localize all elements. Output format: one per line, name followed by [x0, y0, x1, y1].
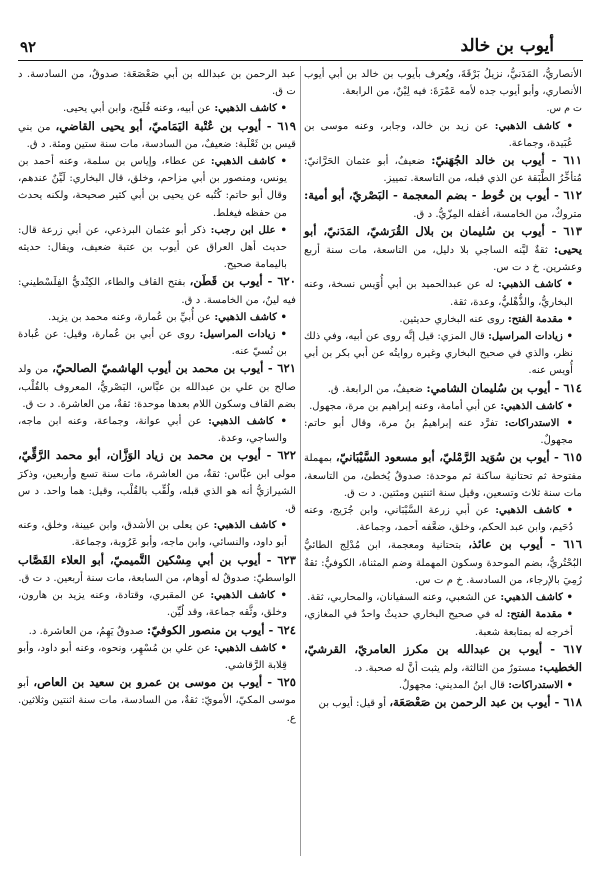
entry-text: من ولد صالح بن علي بن عبدالله بن عبَّاس، البَصْريُّ، المعروف بالقُلْب، بضم القاف وسكون اللام بعدها موحدة: ثقةٌ، من العاشرة. د ت ق.	[18, 364, 296, 410]
entry-heading: ٦٢٥ - أيوب بن موسى بن عمرو بن سعيد بن العاص،	[33, 675, 296, 690]
sub-note	[18, 326, 296, 360]
sub-note-text: عن أبي أمامة، وعنه إبراهيم بن مرة، مجهول.	[309, 400, 498, 412]
sub-note-text: عن أبيه، وعنه فُلَيح، وابن أبي يحيى.	[62, 103, 212, 115]
entry-text: متروكٌ، من الخامسة، أغفله المِزّيُّ. د ق.	[413, 208, 582, 220]
sub-note	[18, 100, 296, 117]
sub-note-label: • كاشف الذهبي:	[214, 102, 287, 115]
sub-note	[18, 517, 296, 551]
sub-note	[18, 222, 296, 274]
entry-text: ضعيفٌ، من الرابعة. ق.	[327, 383, 424, 395]
sub-note	[18, 640, 296, 674]
sub-note-label: • كاشف الذهبي:	[498, 278, 573, 291]
sub-note-label: • مقدمة الفتح:	[508, 312, 573, 325]
sub-note-label: • كاشف الذهبي:	[214, 310, 287, 323]
sub-note-text: له في صحيح البخاري حديثٌ واحدٌ في المغازي، أخرجه له بمتابعة شعبة.	[304, 609, 573, 638]
sub-note-label: • كاشف الذهبي:	[210, 589, 287, 602]
entry-text: بفتح القاف والطاء، الكِنْديُّ الفِلَسْطيني: فيه لينٌ، من الخامسة. د ق.	[18, 277, 296, 306]
entry	[18, 447, 296, 517]
continued-text: الأنصاريُّ، المَدَنيُّ، نزيلُ بَرْقَةَ، ويُعرف بأيوب بن خالد بن أبي أيوب الأنصاري، وأبو أيوب جده لأمه عَمْرَةَ: فيه لِيْنٌ، من الرابعة.	[304, 69, 582, 98]
sub-note	[18, 153, 296, 222]
entry-text: ضعيفٌ، أبو عثمان الحَرَّانيّ: مُتأخِّرُ الطَّبَقة عن الذي قبله، من التاسعة. تمييز.	[304, 156, 582, 185]
sub-note-label: • زيادات المراسيل:	[488, 330, 573, 343]
sub-note	[304, 311, 582, 328]
sub-note-label: • زيادات المراسيل:	[199, 328, 287, 341]
sub-note	[304, 502, 582, 536]
sub-note-label: • كاشف الذهبي:	[500, 591, 573, 604]
sub-note-text: عن الشعبي، وعنه السفيانان، والمحاربي، ثقة.	[307, 592, 498, 604]
entry	[18, 360, 296, 413]
entry	[18, 622, 296, 640]
sub-note-label: • كاشف الذهبي:	[214, 641, 287, 654]
sub-note-text: قال المزي: قيل إنَّه روى عن أبيه، وفي ذلك نظر، والذي في صحيح البخاري وغيره روايتُه عن أبي بكر بن أبي أُويس عنه.	[304, 331, 573, 377]
sub-note-label: • كاشف الذهبي:	[500, 399, 573, 412]
sub-note-label: • مقدمة الفتح:	[506, 608, 573, 621]
entry-text: بتحتانية ومعجمة، ابن مُدْلِج الطائيُّ البُحْتُريُّ، بضم الموحدة وسكون المهملة وضم المثناة، الكوفيُّ: ثقةٌ رُمِيَ بالإرجاء، من السادسة. خ م ت س.	[304, 540, 582, 586]
left-column	[18, 66, 296, 727]
sub-note	[304, 276, 582, 310]
sub-note-text: قال ابنُ المديني: مجهولٌ.	[398, 680, 506, 692]
sub-note	[304, 606, 582, 640]
sub-note	[304, 398, 582, 415]
entry-text: الواسطيّ: صدوقٌ له أوهام، من السابعة، مات سنة أربعين. د ت ق.	[18, 572, 296, 584]
sub-note-text: عن أبي زرعة السَّيْبَاني، وابن جُرَيج، وعنه دُحَيم، وابن عبد الحكم، وخلق، ضعَّفه أحمد، وجماعة.	[304, 505, 573, 534]
entry-heading: ٦٢٤ - أيوب بن منصور الكوفيّ:	[146, 622, 296, 637]
sub-note	[304, 415, 582, 449]
entry-heading: ٦١٥ - أيوب بن سُوَيد الرَّمْليّ، أبو مسعود السَّيْبَانيّ،	[335, 450, 582, 465]
entry-text: مولى ابن عبَّاس: ثقةٌ، من العاشرة، مات سنة تسع وأربعين، وذكرَ الشيرازيُّ أنه هو الذي قبله، ولُقِّب بالقُلْب، وقيل: هما واحد. د س ق.	[18, 468, 296, 515]
entry-text: بمهملة مفتوحة ثم تحتانية ساكنة ثم موحدة: صدوقٌ يُخطئ، من التاسعة، مات سنة ثلاث وتسعين، وقيل سنة اثنتين ومئتين. د ت ق.	[304, 453, 582, 499]
sub-note-text: عن علي بن مُسْهِر، ونحوه، وعنه أبو داود، وأبو قِلابة الرَّقاشي.	[18, 642, 287, 671]
sub-note-text: عن المقبري، وقتادة، وعنه يزيد بن هارون، وخلق، وثَّقه جماعة، وقد لُيِّن.	[18, 590, 287, 619]
entry-text: مستورٌ من الثالثة، ولم يثبت أنَّ له صحبة. د.	[354, 662, 536, 674]
entry-text: من بني قيس بن ثَعْلَبة: ضعيفٌ، من السادسة، مات سنة ستين ومئة. د ق.	[18, 121, 296, 150]
entry-heading: ٦١٧ - أيوب بن عبدالله بن مكرز العامريّ، القرشيّ، الخطيب:	[304, 641, 582, 674]
entry	[304, 641, 582, 677]
page-number: ٩٢	[20, 38, 37, 56]
entry-heading: ٦١٣ - أيوب بن سُليمان بن بلال القُرَشيّ، المَدَنيّ، أبو يحيى:	[304, 223, 582, 257]
sub-note-label: • كاشف الذهبي:	[494, 119, 573, 132]
sub-note	[304, 589, 582, 606]
entry-text: ثقةٌ ليَّنه الساجي بلا دليل، من التاسعة، مات سنة أربع وعشرين. خ د ت س.	[304, 245, 582, 274]
sub-note-text: روى عنه البخاري حديثين.	[399, 313, 505, 325]
entry	[304, 380, 582, 398]
entry-text: أو قيل: أيوب بن	[318, 698, 387, 710]
sub-note-text: عن زيد بن خالد، وجابر، وعنه موسى بن عُبَيدة، وجماعة.	[304, 120, 573, 149]
sub-note	[304, 677, 582, 694]
sub-note-text: تفرَّد عنه إبراهيمُ بنُ مرة، وقال أبو حاتم: مجهولٌ.	[304, 418, 573, 447]
sub-note-label: • علل ابن رجب:	[210, 223, 287, 236]
sub-note-label: • كاشف الذهبي:	[495, 504, 573, 517]
entry-heading: ٦١٢ - أيوب بن خُوط - بضم المعجمة - البَصْريّ، أبو أمية:	[304, 188, 582, 203]
sub-note-text: عن أبي عوانة، وجماعة، وعنه ابن ماجه، والساجي، وعدة.	[18, 416, 287, 445]
running-title: أيوب بن خالد	[460, 36, 554, 56]
sub-note-label: • كاشف الذهبي:	[213, 519, 287, 532]
entry-text: صدوقٌ يَهِمُ، من العاشرة. د.	[28, 625, 144, 637]
entry	[18, 118, 296, 153]
sub-note-label: • كاشف الذهبي:	[208, 415, 287, 428]
column-separator	[300, 66, 301, 856]
sub-note-label: • كاشف الذهبي:	[210, 155, 287, 168]
sub-note	[304, 328, 582, 380]
sub-note-text: له عن عبدالحميد بن أبي أُوَيس نسخة، وعنه البخاريُّ، والذُّهْليُّ، وعدة، ثقة.	[304, 279, 573, 308]
sub-note-text: روى عن أبي بن عُمارة، وقيل: عن عُبادة بن نُسيّ عنه.	[18, 329, 287, 358]
entry-heading: ٦٢٢ - أيوب بن محمد بن زياد الوَزَّان، أبو محمد الرَّقِّيّ،	[18, 448, 296, 463]
sub-note	[18, 309, 296, 326]
entry	[304, 694, 582, 712]
sub-note	[304, 118, 582, 152]
sub-note-text: عن يعلى بن الأشدق، وابن عيينة، وخلق، وعنه أبو داود، والنسائي، وابن ماجه، وأبو عَرُوبة، وجماعة.	[18, 520, 287, 549]
entry-heading: ٦١٨ - أيوب بن عبد الرحمن بن صَعْصَعَة،	[389, 695, 582, 710]
entry-heading: ٦١١ - أيوب بن خالد الجُهَنيّ:	[431, 153, 583, 168]
right-column	[304, 66, 582, 713]
entry	[304, 536, 582, 589]
entry	[18, 273, 296, 308]
sub-note-label: • الاستدراكات:	[508, 679, 573, 692]
sub-note-text: ذكر أبو عثمان البرذعي، عن أبي زرعة قال: حديث أهل العراق عن أيوب بن عتبة ضعيف، ويقال: حديثه باليمامة صحيح.	[18, 224, 287, 271]
sub-note	[18, 587, 296, 621]
entry	[18, 552, 296, 587]
entry-heading: ٦١٩ - أيوب بن عُتْبة اليَمَاميّ، أبو يحيى القاضي،	[55, 118, 296, 133]
entry	[18, 674, 296, 727]
entry-heading: ٦٢٠ - أيوب بن قَطَن،	[189, 274, 297, 289]
sub-note-text: عن أُبيِّ بن عُمارة، وعنه محمد بن يزيد.	[47, 311, 212, 323]
continued-text: عبد الرحمن بن عبدالله بن أبي صَعْصَعَة: صدوقٌ، من السادسة. د ت ق.	[18, 69, 296, 98]
sub-note-text: عن عطاء، وإياس بن سلمة، وعنه أحمد بن يونس، ومنصور بن أبي مزاحم، وخلق، قال البخاري: لَيِّنٌ عندهم، وقال أبو حاتم: كُتُبه عن يحيى بن أبي كثير صحيحة، ولكنه يحدث من حفظه فيغلط.	[18, 156, 287, 219]
entry-heading: ٦١٤ - أيوب بن سُليمان الشامي:	[426, 380, 582, 395]
entry	[304, 449, 582, 502]
sub-note-label: • الاستدراكات:	[504, 417, 573, 430]
entry-heading: ٦٢١ - أيوب بن محمد بن أيوب الهاشميّ الصالحيّ،	[52, 361, 296, 376]
entry-heading: ٦١٦ - أيوب بن عائذ،	[468, 537, 582, 552]
entry	[304, 187, 582, 222]
entry	[304, 223, 582, 277]
entry	[304, 152, 582, 187]
entry-text: أبو موسى المكيّ، الأمويّ: ثقةٌ، من السادسة، مات سنة اثنتين وثلاثين. ع.	[18, 678, 296, 724]
sub-note	[18, 413, 296, 447]
header-rule	[18, 60, 583, 61]
rijal-symbols: ت م س.	[546, 103, 582, 115]
entry-heading: ٦٢٣ - أيوب بن أبي مِسْكين التَّميميّ، أبو العلاء القَصَّاب	[18, 552, 296, 567]
